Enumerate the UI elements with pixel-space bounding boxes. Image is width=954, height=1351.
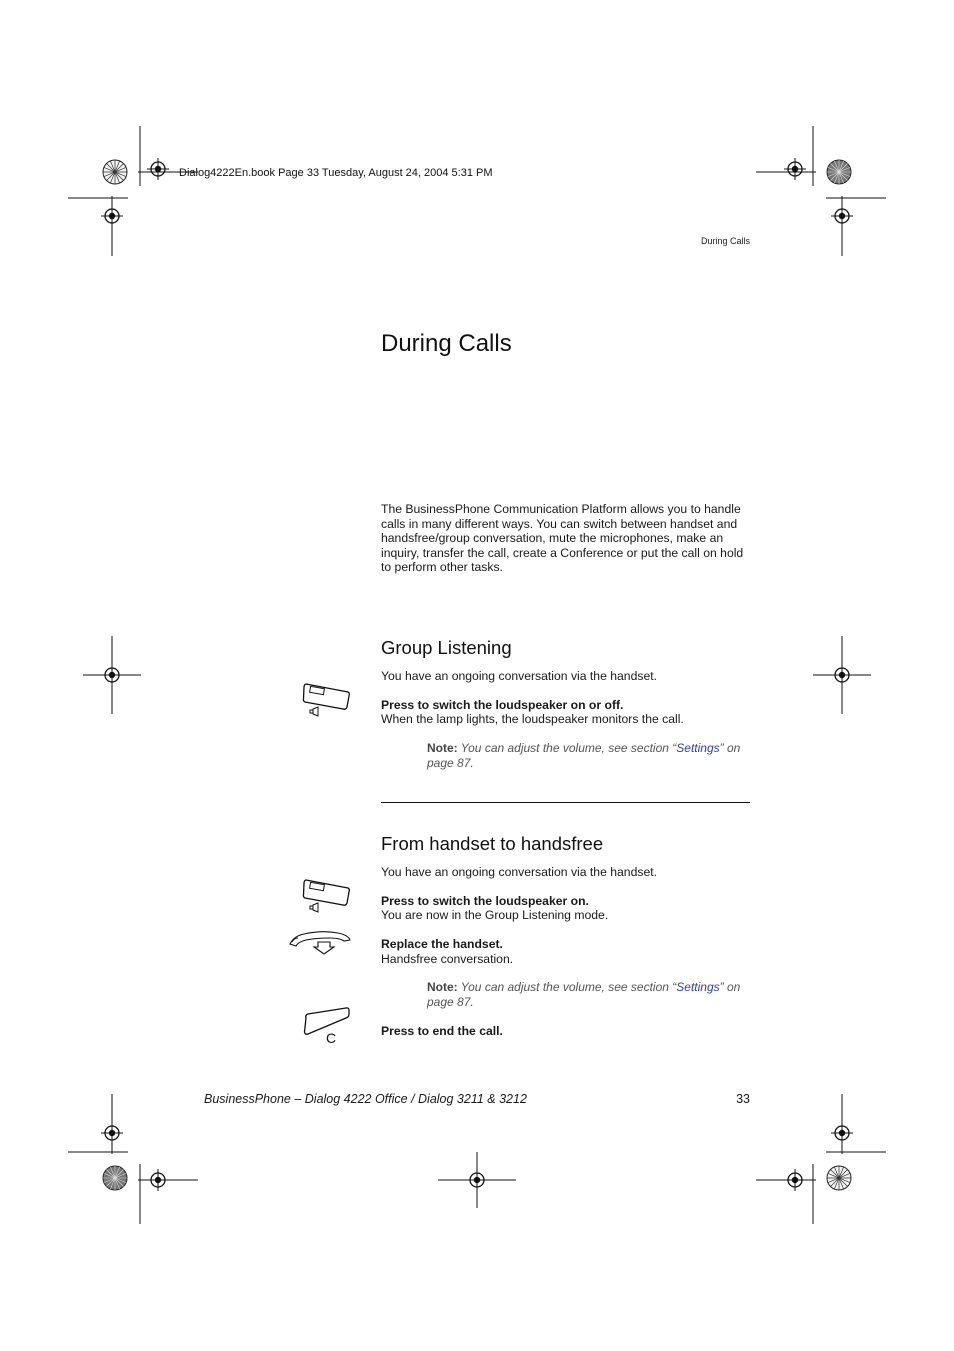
page-number: 33 bbox=[736, 1092, 750, 1106]
registration-mark-icon bbox=[784, 158, 806, 180]
registration-mark-icon bbox=[101, 664, 123, 686]
clear-key-icon bbox=[300, 1006, 354, 1046]
loudspeaker-key-icon bbox=[300, 680, 354, 720]
registration-mark-icon bbox=[831, 205, 853, 227]
handsfree-note: Note: You can adjust the volume, see section “Settings” on page 87. bbox=[427, 980, 741, 1009]
note-label: Note: bbox=[427, 980, 458, 994]
running-head: During Calls bbox=[700, 236, 750, 246]
registration-mark-icon bbox=[831, 664, 853, 686]
registration-mark-icon bbox=[101, 1122, 123, 1144]
chapter-intro: The BusinessPhone Communication Platform allows you to handle calls in many different ways. You can switch between handset and handsfree/group conversation, mute the microphones, make an inquiry, transfer the call, create a Conference or put the call on hold to perform other tasks. bbox=[381, 502, 744, 574]
note-text: You can adjust the volume, see section bbox=[457, 980, 673, 994]
chapter-title: During Calls bbox=[381, 330, 512, 357]
registration-mark-icon bbox=[147, 1169, 169, 1191]
handsfree-context: You have an ongoing conversation via the handset. bbox=[381, 865, 658, 879]
handset-down-icon bbox=[288, 928, 354, 956]
handsfree-step3: Press to end the call. bbox=[381, 1024, 503, 1038]
group-listening-step1-detail: When the lamp lights, the loudspeaker monitors the call. bbox=[381, 712, 684, 726]
color-target-icon bbox=[827, 1166, 851, 1190]
registration-mark-icon bbox=[784, 1169, 806, 1191]
handsfree-step1: Press to switch the loudspeaker on. bbox=[381, 894, 589, 908]
group-listening-context: You have an ongoing conversation via the handset. bbox=[381, 669, 658, 683]
settings-link[interactable]: Settings bbox=[676, 980, 720, 994]
registration-mark-icon bbox=[101, 205, 123, 227]
loudspeaker-key-icon bbox=[300, 876, 354, 916]
section-heading-handset-to-handsfree: From handset to handsfree bbox=[381, 833, 604, 854]
note-label: Note: bbox=[427, 741, 458, 755]
section-heading-group-listening: Group Listening bbox=[381, 637, 512, 658]
color-target-icon bbox=[103, 160, 127, 184]
handsfree-step2: Replace the handset. bbox=[381, 937, 503, 951]
color-target-icon bbox=[103, 1166, 127, 1190]
print-header-stamp: Dialog4222En.book Page 33 Tuesday, August 24, 2004 5:31 PM bbox=[179, 167, 493, 179]
group-listening-note: Note: You can adjust the volume, see section “Settings” on page 87. bbox=[427, 741, 741, 770]
settings-link[interactable]: Settings bbox=[676, 741, 720, 755]
color-target-icon bbox=[827, 160, 851, 184]
registration-mark-icon bbox=[831, 1122, 853, 1144]
group-listening-step1: Press to switch the loudspeaker on or off. bbox=[381, 698, 624, 712]
section-divider bbox=[381, 802, 750, 803]
note-text: You can adjust the volume, see section bbox=[457, 741, 673, 755]
handsfree-step2-detail: Handsfree conversation. bbox=[381, 952, 514, 966]
handsfree-step1-detail: You are now in the Group Listening mode. bbox=[381, 908, 609, 922]
registration-mark-icon bbox=[147, 158, 169, 180]
registration-mark-icon bbox=[466, 1169, 488, 1191]
clear-key-label: C bbox=[325, 1030, 337, 1046]
footer-title: BusinessPhone – Dialog 4222 Office / Dialog 3211 & 3212 bbox=[204, 1092, 527, 1106]
